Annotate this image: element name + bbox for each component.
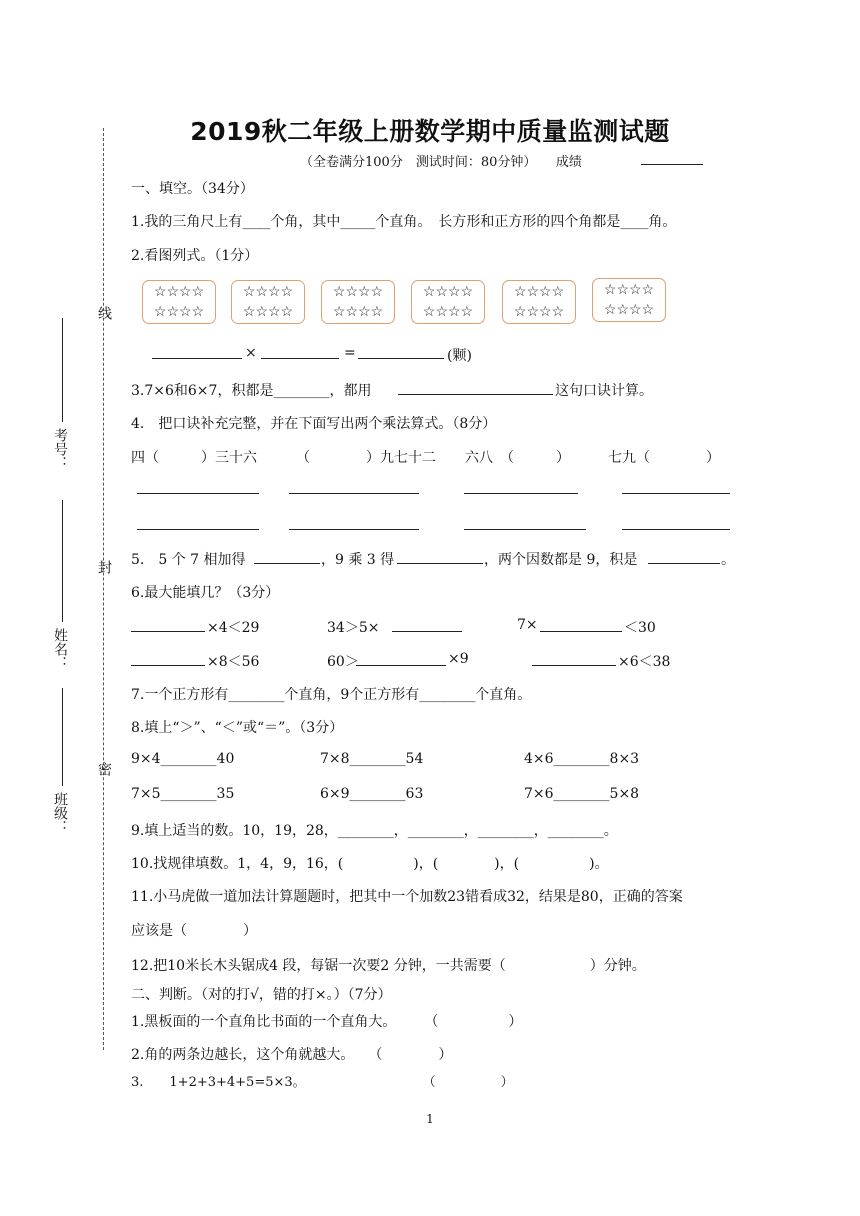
question-11: 11.小马虎做一道加法计算题题时，把其中一个加数23错看成32，结果是80，正确的答案 — [131, 889, 683, 905]
question-11-cont: 应该是（ ） — [131, 923, 257, 939]
q8-item: 6×9________63 — [320, 786, 424, 802]
question-10: 10.找规律填数。1，4，9，16，( )，( )，( )。 — [131, 856, 609, 872]
q4-item: （ ）九七十二 — [296, 450, 436, 466]
q6-blank — [131, 665, 205, 666]
q6-blank — [540, 631, 622, 632]
question-12: 12.把10米长木头锯成4 段，每锯一次要2 分钟，一共需要（ ）分钟。 — [131, 958, 646, 974]
judge-3: 3. 1+2+3+4+5=5×3。 （ ） — [131, 1075, 514, 1090]
times-sign: × — [245, 345, 257, 361]
q6-item: 7× — [517, 617, 538, 633]
q2-blank-1 — [152, 358, 242, 359]
q3-blank — [398, 394, 553, 395]
q4-item: 六八 （ ） — [465, 450, 570, 466]
section-1-heading: 一、填空。（34分） — [131, 181, 254, 197]
q6-item: ×6＜38 — [618, 654, 671, 670]
question-5-d: 。 — [721, 552, 735, 568]
label-kaohao: 考号： — [52, 428, 68, 470]
q6-item: ×8＜56 — [207, 654, 260, 670]
q8-item: 7×5________35 — [131, 786, 235, 802]
seal-mark-mi: 密 — [96, 762, 112, 776]
equals-sign: = — [344, 345, 356, 361]
question-1: 1.我的三角尺上有____个角，其中_____个直角。 长方形和正方形的四个角都是____角。 — [131, 214, 677, 230]
q2-blank-3 — [358, 358, 444, 359]
question-6: 6.最大能填几？（3分） — [131, 585, 280, 601]
question-4: 4. 把口诀补充完整，并在下面写出两个乘法算式。（8分） — [131, 416, 497, 432]
answer-line — [622, 529, 730, 530]
q5-blank-3 — [648, 563, 720, 564]
q5-blank-2 — [397, 563, 483, 564]
q6-blank — [392, 631, 462, 632]
q6-item: ×4＜29 — [207, 620, 260, 636]
answer-line — [622, 493, 730, 494]
star-group: ☆☆☆☆ ☆☆☆☆ — [592, 278, 666, 322]
q6-item: ＜30 — [624, 620, 656, 636]
q8-item: 7×6________5×8 — [524, 786, 640, 802]
q5-blank-1 — [254, 563, 320, 564]
q2-blank-2 — [261, 358, 339, 359]
seal-mark-feng: 封 — [96, 560, 112, 574]
question-5-b: ，9 乘 3 得 — [321, 552, 395, 568]
question-3-tail: 这句口诀计算。 — [555, 383, 653, 399]
score-blank — [641, 164, 703, 165]
section-2-heading: 二、判断。（对的打√，错的打×。）（7分） — [131, 987, 392, 1003]
question-9: 9.填上适当的数。10，19，28，________，________，________，________。 — [131, 823, 618, 839]
kaohao-line — [62, 318, 63, 422]
page-number: 1 — [426, 1112, 434, 1126]
question-8: 8.填上“＞”、“＜”或“＝”。（3分） — [131, 720, 344, 736]
label-xingming: 姓名： — [52, 628, 68, 670]
question-7: 7.一个正方形有________个直角，9个正方形有________个直角。 — [131, 687, 532, 703]
answer-line — [464, 493, 578, 494]
q8-item: 9×4________40 — [131, 751, 235, 767]
judge-2: 2.角的两条边越长，这个角就越大。 （ ） — [131, 1047, 453, 1063]
binding-dashed-line — [103, 128, 104, 1050]
question-5: 5. 5 个 7 相加得 — [131, 552, 246, 568]
q6-item: 34＞5× — [327, 620, 380, 636]
label-banji: 班级： — [52, 792, 68, 834]
q8-item: 7×8________54 — [320, 751, 424, 767]
question-5-c: ，两个因数都是 9，积是 — [484, 552, 638, 568]
answer-line — [289, 529, 419, 530]
q4-item: 七九（ ） — [608, 450, 720, 466]
q6-blank — [532, 665, 616, 666]
q6-item: 60＞ — [327, 654, 359, 670]
q6-blank — [131, 631, 205, 632]
answer-line — [137, 493, 259, 494]
star-group: ☆☆☆☆ ☆☆☆☆ — [502, 280, 576, 324]
answer-line — [464, 529, 586, 530]
q8-item: 4×6________8×3 — [524, 751, 640, 767]
q2-unit: (颗) — [447, 348, 472, 364]
page-title: 2019秋二年级上册数学期中质量监测试题 — [190, 117, 670, 146]
question-3: 3.7×6和6×7，积都是________，都用 — [131, 383, 372, 399]
star-group: ☆☆☆☆ ☆☆☆☆ — [231, 280, 305, 324]
banji-line — [62, 688, 63, 786]
subtitle: （全卷满分100分 测试时间：80分钟） 成绩 — [300, 155, 582, 170]
answer-line — [289, 493, 419, 494]
xingming-line — [62, 500, 63, 622]
star-group: ☆☆☆☆ ☆☆☆☆ — [142, 280, 216, 324]
seal-mark-xian: 线 — [96, 306, 112, 320]
question-2: 2.看图列式。（1分） — [131, 248, 259, 264]
q6-item: ×9 — [448, 651, 469, 667]
q6-blank — [356, 665, 446, 666]
judge-1: 1.黑板面的一个直角比书面的一个直角大。 （ ） — [131, 1014, 523, 1030]
q4-item: 四（ ）三十六 — [131, 450, 257, 466]
answer-line — [137, 529, 259, 530]
star-group: ☆☆☆☆ ☆☆☆☆ — [321, 280, 395, 324]
star-group: ☆☆☆☆ ☆☆☆☆ — [411, 280, 485, 324]
